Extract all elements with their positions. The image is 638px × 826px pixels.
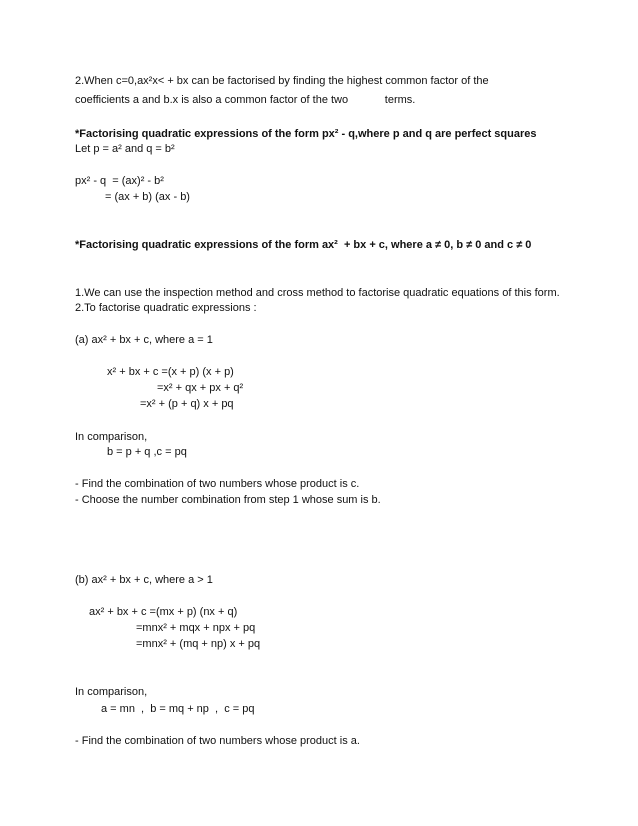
equation-line: ax² + bx + c =(mx + p) (nx + q) <box>89 606 238 618</box>
text-line: - Find the combination of two numbers whose product is a. <box>75 735 360 747</box>
text-line: 2.To factorise quadratic expressions : <box>75 302 257 314</box>
equation-line: = (ax + b) (ax - b) <box>105 191 190 203</box>
text-line: 1.We can use the inspection method and cross method to factorise quadratic equations of this form. <box>75 287 560 299</box>
section-heading: *Factorising quadratic expressions of the form px² - q,where p and q are perfect squares <box>75 128 537 140</box>
text-line: - Choose the number combination from step 1 whose sum is b. <box>75 494 381 506</box>
equation-line: a = mn , b = mq + np , c = pq <box>101 703 255 715</box>
subsection-label: (a) ax² + bx + c, where a = 1 <box>75 334 213 346</box>
equation-line: =mnx² + mqx + npx + pq <box>136 622 256 634</box>
text-line: In comparison, <box>75 686 148 698</box>
text-line: - Find the combination of two numbers whose product is c. <box>75 478 360 490</box>
text-line: coefficients a and b.x is also a common factor of the two terms. <box>75 94 416 106</box>
section-heading: *Factorising quadratic expressions of the form ax² + bx + c, where a ≠ 0, b ≠ 0 and c ≠ 0 <box>75 239 532 251</box>
equation-line: px² - q = (ax)² - b² <box>75 175 164 187</box>
text-line: In comparison, <box>75 431 148 443</box>
text-line: 2.When c=0,ax²x< + bx can be factorised by finding the highest common factor of the <box>75 75 489 87</box>
equation-line: =x² + qx + px + q² <box>157 382 244 394</box>
equation-line: b = p + q ,c = pq <box>107 446 187 458</box>
subsection-label: (b) ax² + bx + c, where a > 1 <box>75 574 213 586</box>
equation-line: =x² + (p + q) x + pq <box>140 398 234 410</box>
equation-line: x² + bx + c =(x + p) (x + p) <box>107 366 234 378</box>
equation-line: =mnx² + (mq + np) x + pq <box>136 638 261 650</box>
text-line: Let p = a² and q = b² <box>75 143 175 155</box>
